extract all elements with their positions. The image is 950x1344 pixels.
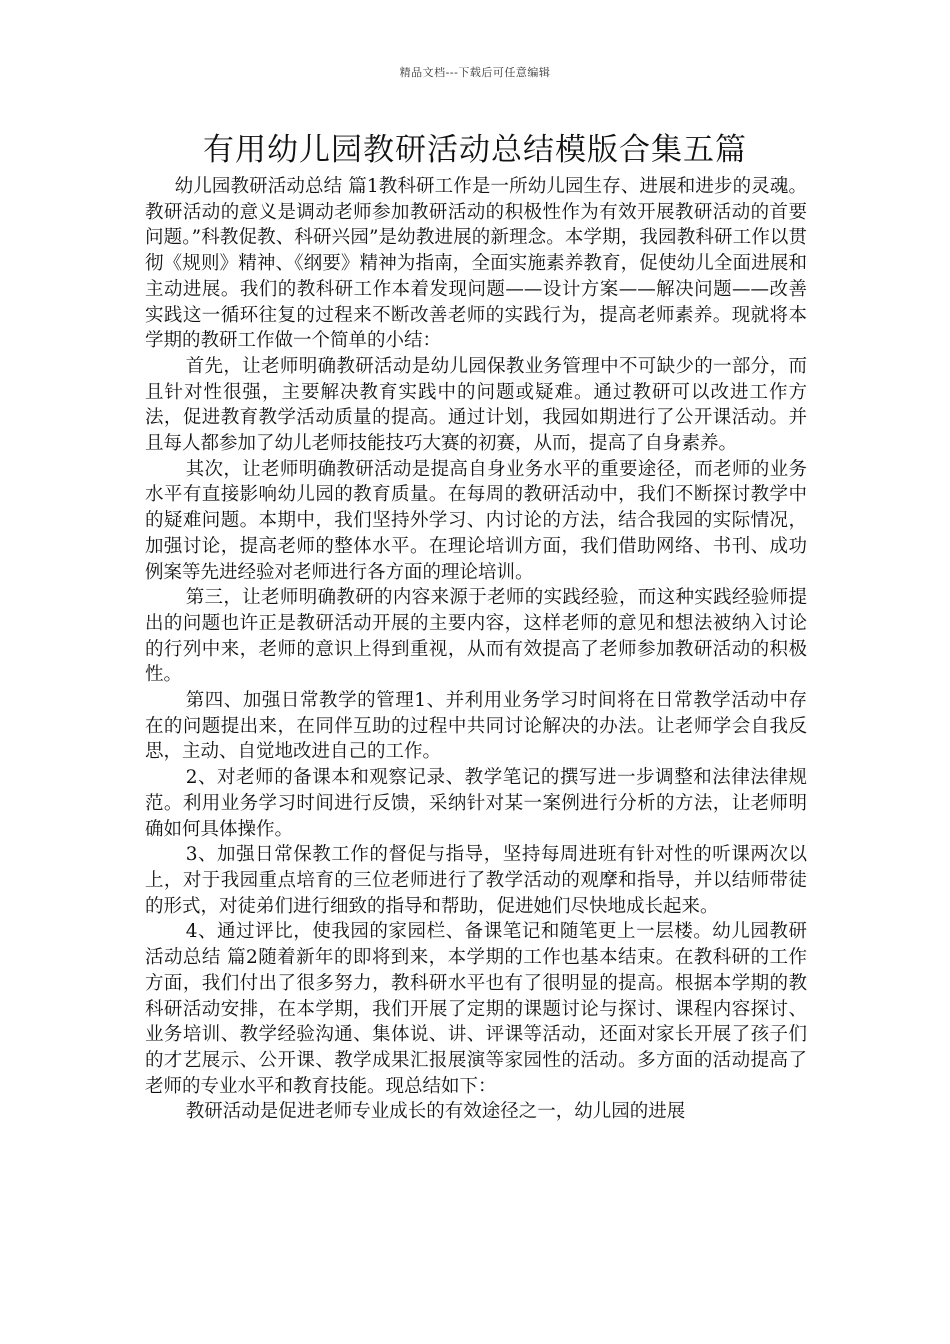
document-body [145, 174, 807, 1125]
paragraph: 其次，让老师明确教研活动是提高自身业务水平的重要途径，而老师的业务水平有直接影响幼儿园的教育质量。在每周的教研活动中，我们不断探讨教学中的疑难问题。本期中，我们坚持外学习、内讨论的方法，结合我园的实际情况，加强讨论，提高老师的整体水平。在理论培训方面，我们借助网络、书刊、成功例案等先进经验对老师进行各方面的理论培训。 [145, 458, 807, 583]
document-title: 有用幼儿园教研活动总结模版合集五篇 [203, 132, 747, 168]
paragraph: 第四、加强日常教学的管理1、并利用业务学习时间将在日常教学活动中存在的问题提出来，在同伴互助的过程中共同讨论解决的办法。让老师学会自我反思，主动、自觉地改进自己的工作。 [145, 690, 807, 763]
paragraph: 2、对老师的备课本和观察记录、教学笔记的撰写进一步调整和法律法律规范。利用业务学习时间进行反馈，采纳针对某一案例进行分析的方法，让老师明确如何具体操作。 [145, 767, 807, 840]
paragraph: 4、通过评比，使我园的家园栏、备课笔记和随笔更上一层楼。幼儿园教研活动总结 篇2随着新年的即将到来，本学期的工作也基本结束。在教科研的工作方面，我们付出了很多努力，教科研水平也有了很明显的提高。根据本学期的教科研活动安排，在本学期，我们开展了定期的课题讨论与探讨、课程内容探讨、业务培训、教学经验沟通、集体说、讲、评课等活动，还面对家长开展了孩子们的才艺展示、公开课、教学成果汇报展演等家园性的活动。多方面的活动提高了老师的专业水平和教育技能。现总结如下： [145, 921, 807, 1097]
paragraph: 幼儿园教研活动总结 篇1教科研工作是一所幼儿园生存、进展和进步的灵魂。教研活动的意义是调动老师参加教研活动的积极性作为有效开展教研活动的首要问题。”科教促教、科研兴园”是幼教进展的新理念。本学期，我园教科研工作以贯彻《规则》精神、《纲要》精神为指南，全面实施素养教育，促使幼儿全面进展和主动进展。我们的教科研工作本着发现问题——设计方案——解决问题——改善实践这一循环往复的过程来不断改善老师的实践行为，提高老师素养。现就将本学期的教研工作做一个简单的小结： [145, 176, 807, 352]
paragraph: 第三，让老师明确教研的内容来源于老师的实践经验，而这种实践经验师提出的问题也许正是教研活动开展的主要内容，这样老师的意见和想法被纳入讨论的行列中来，老师的意识上得到重视，从而有效提高了老师参加教研活动的积极性。 [145, 587, 807, 686]
header-note: 精品文档---下载后可任意编辑 [399, 66, 551, 79]
paragraph: 教研活动是促进老师专业成长的有效途径之一，幼儿园的进展 [185, 1101, 686, 1123]
paragraph: 3、加强日常保教工作的督促与指导，坚持每周进班有针对性的听课两次以上，对于我园重点培育的三位老师进行了教学活动的观摩和指导，并以结师带徒的形式，对徒弟们进行细致的指导和帮助，促进她们尽快地成长起来。 [145, 844, 807, 917]
paragraph: 首先，让老师明确教研活动是幼儿园保教业务管理中不可缺少的一部分，而且针对性很强，主要解决教育实践中的问题或疑难。通过教研可以改进工作方法，促进教育教学活动质量的提高。通过计划，我园如期进行了公开课活动。并且每人都参加了幼儿老师技能技巧大赛的初赛，从而，提高了自身素养。 [145, 355, 807, 455]
